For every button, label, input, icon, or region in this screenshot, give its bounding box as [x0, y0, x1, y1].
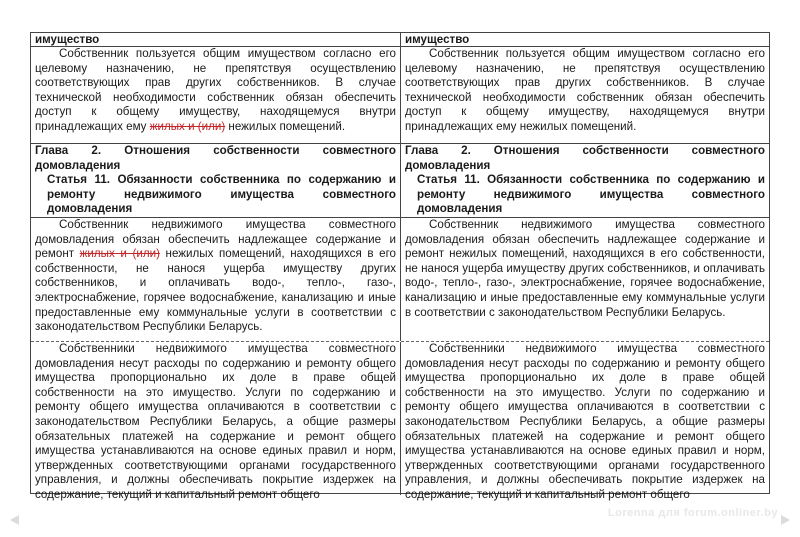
cell-text-left	[31, 218, 400, 341]
cell-chapter-right	[400, 144, 769, 217]
strikethrough-text: жилых и (или)	[79, 247, 160, 261]
table-row	[31, 218, 769, 342]
cell-text-left: Собственники недвижимого имущества совместного домовладения несут расходы по содержанию и ремонту общего имущества пропорционально их доле в праве общей собственности на это имущество. Услуги по содержанию и ремонту общего имущества оплачиваются в соответствии с законодательством Республики Беларусь, а общие размеры обязательных платежей на содержание и ремонт общего имущества устанавливаются на основе единых правил и норм, утвержденных соответствующими органами государственного управления, и должны обеспечивать покрытие издержек на содержание, текущий и капитальный ремонт общего	[35, 342, 396, 501]
comparison-table	[30, 32, 770, 501]
chapter-title: Глава 2. Отношения собственности совместного домовладения	[35, 144, 396, 172]
cell-text-left	[31, 47, 400, 143]
cell-text-right: Собственник недвижимого имущества совместного домовладения обязан обеспечить надлежащее содержание и ремонт нежилых помещений, находящихся в его собственности, не нанося ущерба имуществу других собственников, и оплачивать водо-, тепло-, газо-, электроснабжение, горячее водоснабжение, канализацию и иные предоставленные ему коммунальные услуги в соответствии с законодательством Республики Беларусь.	[400, 218, 769, 341]
arrow-right-icon[interactable]	[781, 515, 790, 525]
cell-text-right: Собственники недвижимого имущества совместного домовладения несут расходы по содержанию и ремонту общего имущества пропорционально их доле в праве общей собственности на это имущество. Услуги по содержанию и ремонту общего имущества оплачиваются в соответствии с законодательством Республики Беларусь, а общие размеры обязательных платежей на содержание и ремонт общего имущества устанавливаются на основе единых правил и норм, утвержденных соответствующими органами государственного управления, и должны обеспечивать покрытие издержек на содержание, текущий и капитальный ремонт общего	[400, 342, 769, 495]
watermark: Lorenna для forum.onliner.by	[607, 507, 778, 519]
article-title: Статья 11. Обязанности собственника по содержанию и ремонту недвижимого имущества совместного домовладения	[47, 173, 396, 216]
text-run: нежилых помещений, находящихся в его собственности, не нанося ущерба имуществу других собственников, и оплачивать водо-, тепло-, газо-, электроснабжение, горячее водоснабжение, канализацию и иные предоставленные ему коммунальные услуги в соответствии с законодательством Республики Беларусь.	[35, 247, 396, 334]
cell-chapter-left	[31, 144, 400, 217]
arrow-left-icon[interactable]	[10, 515, 19, 525]
article-title: Статья 11. Обязанности собственника по содержанию и ремонту недвижимого имущества совместного домовладения	[417, 173, 765, 216]
table-row	[31, 144, 769, 218]
table-row	[31, 47, 769, 144]
text-run: Собственник недвижимого имущества совместного домовладения обязан обеспечить надлежащее содержание и ремонт	[35, 218, 396, 261]
strikethrough-text: жилых и (или)	[149, 119, 226, 133]
chapter-title: Глава 2. Отношения собственности совместного домовладения	[405, 144, 765, 172]
table-row	[31, 342, 769, 501]
cell-text-right: Собственник пользуется общим имуществом согласно его целевому назначению, не препятствуя осуществлению соответствующих прав других собственников. В случае технической необходимости собственник обязан обеспечить доступ к общему имуществу, находящемуся внутри принадлежащих ему нежилых помещений.	[400, 47, 769, 143]
text-run: Собственник пользуется общим имуществом согласно его целевому назначению, не препятствуя осуществлению соответствующих прав других собственников. В случае технической необходимости собственник обязан обеспечить доступ к общему имуществу, находящемуся внутри принадлежащих ему	[35, 47, 396, 133]
text-run: нежилых помещений.	[225, 119, 346, 133]
cell-heading-right: имущество	[400, 33, 769, 46]
cell-heading-left: имущество	[35, 33, 100, 46]
table-row	[31, 33, 769, 47]
